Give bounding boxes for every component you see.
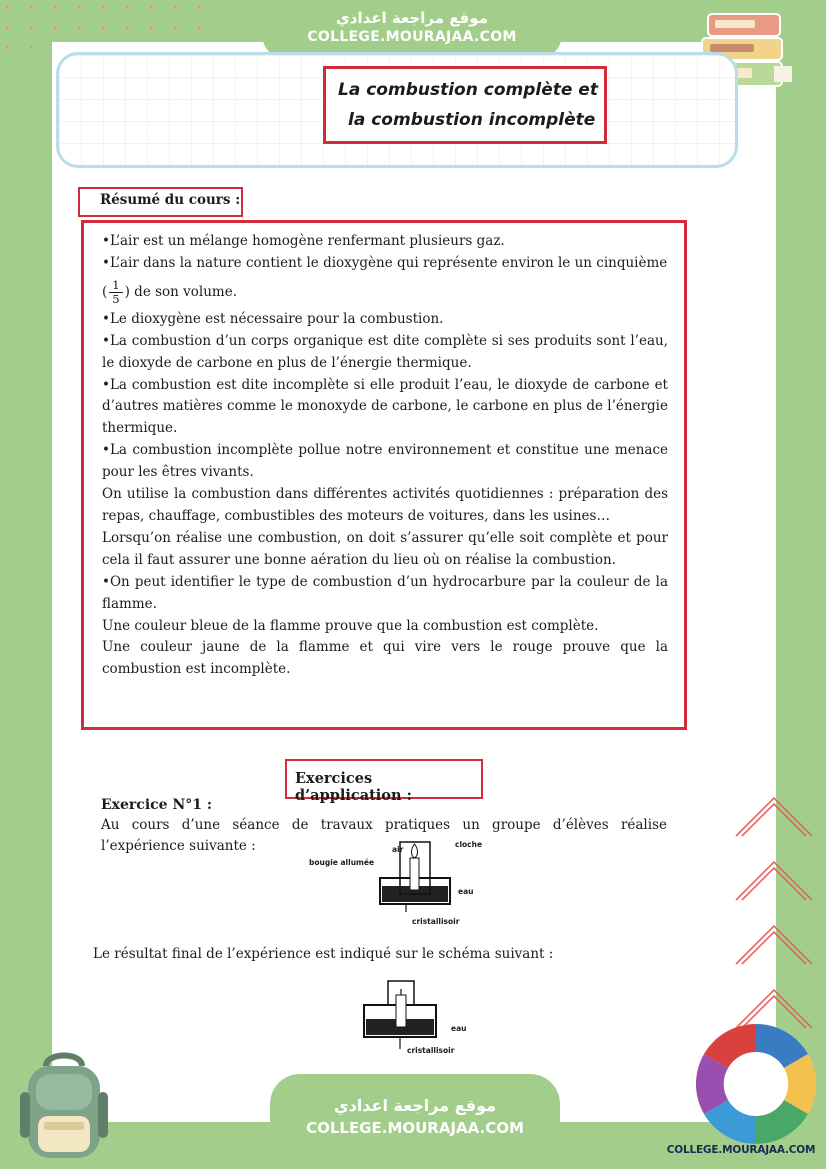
figure-label-bell: cloche — [455, 840, 483, 849]
resume-line: •L’air dans la nature contient le dioxygène qui représente environ le un cinquième — [102, 254, 668, 271]
header-site-name: موقع مراجعة اعدادي — [336, 9, 488, 27]
figure-label-water: eau — [458, 887, 474, 896]
figure-label-basin: cristallisoir — [412, 917, 460, 926]
resume-line: •L’air est un mélange homogène renfermant plusieurs gaz. — [102, 233, 505, 249]
footer-site-url[interactable]: COLLEGE.MOURAJAA.COM — [306, 1119, 524, 1137]
page-title — [323, 66, 607, 144]
experiment-figure-initial — [370, 836, 460, 916]
backpack-icon — [14, 1052, 114, 1164]
exercise-1-text: Au cours d’une séance de travaux pratiques un groupe d’élèves réalise l’expérience suivante : — [101, 817, 667, 854]
footer-site-banner — [270, 1074, 560, 1169]
resume-line: On utilise la combustion dans différentes activités quotidiennes : préparation des repas, chauffage, combustibles des moteurs de voitures, dans les usines… — [102, 486, 668, 524]
resume-line: •On peut identifier le type de combustion d’un hydrocarbure par la couleur de la flamme. — [102, 573, 668, 612]
experiment-figure-final — [360, 975, 440, 1055]
exercise-1-title: Exercice N°1 : — [101, 797, 213, 813]
resume-line: •La combustion est dite incomplète si elle produit l’eau, le dioxyde de carbone et d’autres matières comme le monoxyde de carbone, le carbone en plus de l’énergie thermique. — [102, 376, 668, 437]
resume-line: •La combustion d’un corps organique est dite complète si ses produits sont l’eau, le dioxyde de carbone en plus de l’énergie thermique. — [102, 332, 668, 371]
fraction-numerator: 1 — [109, 279, 122, 293]
header-site-url[interactable]: COLLEGE.MOURAJAA.COM — [307, 29, 517, 45]
footer-site-name: موقع مراجعة اعدادي — [333, 1096, 497, 1115]
fraction-one-fifth — [109, 279, 122, 306]
figure-label-air: air — [392, 845, 404, 854]
header-site-banner — [262, 0, 562, 60]
exercises-heading: Exercices d’application : — [285, 759, 483, 799]
title-line-1: La combustion complète et — [338, 80, 598, 100]
result-text: Le résultat final de l’expérience est indiqué sur le schéma suivant : — [93, 946, 554, 962]
resume-line: Lorsqu’on réalise une combustion, on doit s’assurer qu’elle soit complète et pour cela il faut assurer une bonne aération du lieu où on réalise la combustion. — [102, 529, 668, 568]
title-line-2: la combustion incomplète — [348, 110, 596, 130]
logo-text: COLLEGE.MOURAJAA.COM — [666, 1144, 816, 1156]
chevron-decoration-icon — [732, 790, 818, 1040]
resume-heading: Résumé du cours : — [78, 187, 243, 217]
figure-label-candle: bougie allumée — [309, 858, 375, 867]
resume-fraction-line: ( $\frac{1}{5}$ ) de son volume. — [102, 277, 237, 306]
figure2-label-basin: cristallisoir — [407, 1046, 455, 1055]
resume-line: de son volume. — [134, 283, 237, 300]
resume-line: Une couleur jaune de la flamme et qui vire vers le rouge prouve que la combustion est incomplète. — [102, 639, 668, 678]
figure2-label-water: eau — [451, 1024, 467, 1033]
site-logo-icon — [694, 1022, 818, 1146]
fraction-denominator: 5 — [112, 291, 120, 306]
resume-line: Une couleur bleue de la flamme prouve que la combustion est complète. — [102, 617, 599, 634]
resume-content — [81, 220, 687, 730]
resume-line: •Le dioxygène est nécessaire pour la combustion. — [102, 310, 444, 327]
resume-line: •La combustion incomplète pollue notre environnement et constitue une menace pour les êtres vivants. — [102, 442, 668, 481]
